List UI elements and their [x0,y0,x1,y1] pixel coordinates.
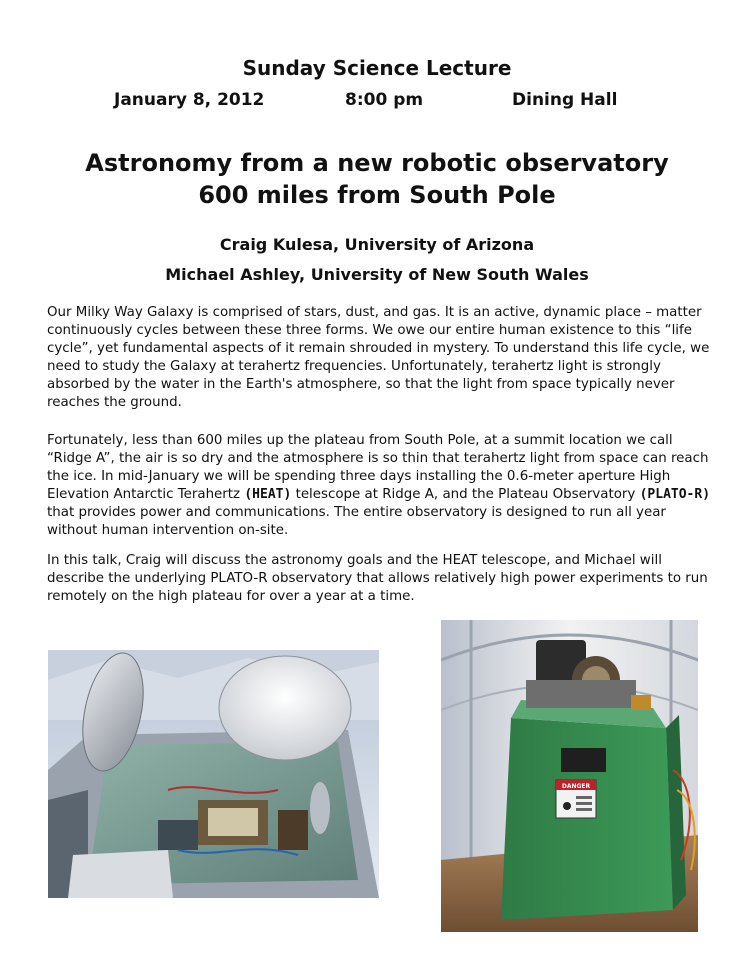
speaker-list [0,230,754,290]
danger-sign-text: DANGER [561,783,591,790]
paragraph-2-part-a: Fortunately, less than 600 miles up the plateau from South Pole, at a summit location we call “Ridge A”, the air is so dry and the atmosphere is so thin that terahertz light from space can reach the ice. In mid-January we will be spending three days installing the 0.6-meter aperture High Elevation Antarctic Terahertz [47,433,709,502]
event-title: Sunday Science Lecture [242,56,512,80]
photo-telescope-mirrors-illustration [48,650,379,898]
event-date: January 8, 2012 [114,90,265,110]
event-time: 8:00 pm [345,90,424,110]
heat-acronym: (HEAT) [244,487,292,502]
paragraph-2 [47,432,717,540]
speaker-2: Michael Ashley, University of New South Wales [165,265,589,284]
paragraph-3: In this talk, Craig will discuss the astronomy goals and the HEAT telescope, and Michael will describe the underlying PLATO-R observatory that allows relatively high power experiments to run remotely on the high plateau for over a year at a time. [47,553,708,604]
lecture-title-line2: 600 miles from South Pole [198,181,556,209]
event-venue: Dining Hall [512,90,618,110]
photo-plato-module [441,620,698,932]
lecture-title [0,147,754,211]
paragraph-1: Our Milky Way Galaxy is comprised of stars, dust, and gas. It is an active, dynamic place – matter continuously cycles between these three forms. We owe our entire human existence to this “life cycle”, yet fundamental aspects of it remain shrouded in mystery. To understand this life cycle, we need to study the Galaxy at terahertz frequencies. Unfortunately, terahertz light is strongly absorbed by the water in the Earth's atmosphere, so that the light from space typically never reaches the ground. [47,305,710,410]
paragraph-2-part-c: that provides power and communications. The entire observatory is designed to run all year without human intervention on-site. [47,505,666,538]
paragraph-2-part-b: telescope at Ridge A, and the Plateau Observatory [291,487,640,502]
photo-telescope-mirrors [48,650,379,898]
plato-acronym: (PLATO-R) [639,487,711,502]
photo-plato-module-illustration [441,620,698,932]
speaker-1: Craig Kulesa, University of Arizona [219,235,535,254]
lecture-title-line1: Astronomy from a new robotic observatory [85,149,669,177]
